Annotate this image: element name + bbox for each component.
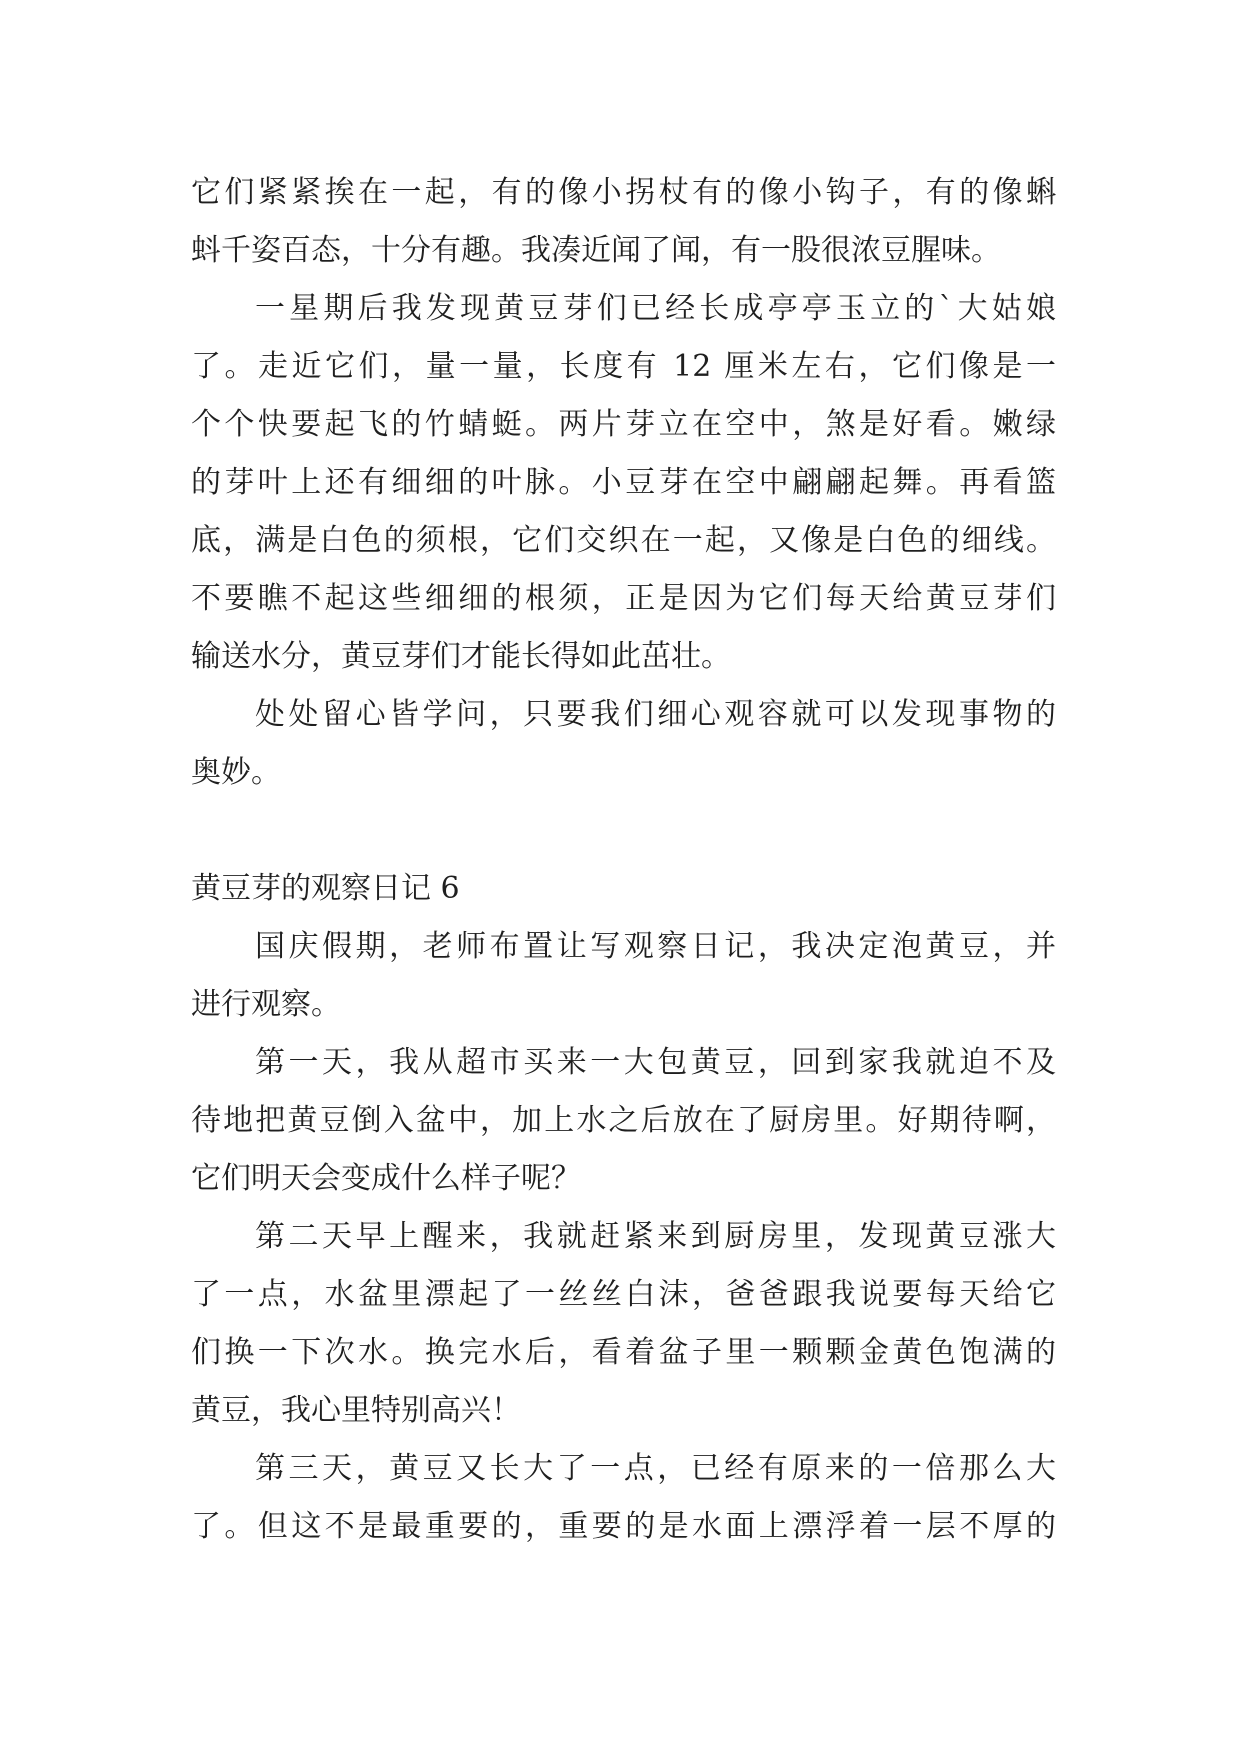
document-body bbox=[191, 164, 1056, 1556]
text-line: 它们明天会变成什么样子呢？ bbox=[191, 1161, 581, 1196]
text-line: 了。但这不是最重要的，重要的是水面上漂浮着一层不厚的 bbox=[191, 1509, 1056, 1544]
text-line: 奥妙。 bbox=[191, 755, 281, 790]
paragraph bbox=[191, 686, 1056, 802]
text-line: 底，满是白色的须根，它们交织在一起，又像是白色的细线。 bbox=[191, 523, 1056, 558]
paragraph bbox=[191, 1034, 1056, 1208]
text-line: 们换一下次水。换完水后，看着盆子里一颗颗金黄色饱满的 bbox=[191, 1335, 1056, 1370]
text-line: 处处留心皆学问，只要我们细心观容就可以发现事物的 bbox=[255, 697, 1056, 732]
text-line: 一星期后我发现黄豆芽们已经长成亭亭玉立的`大姑娘 bbox=[255, 291, 1056, 326]
text-line: 黄豆，我心里特别高兴！ bbox=[191, 1393, 521, 1428]
paragraph bbox=[191, 1440, 1056, 1556]
text-line: 国庆假期，老师布置让写观察日记，我决定泡黄豆，并 bbox=[255, 929, 1056, 964]
text-line: 第一天，我从超市买来一大包黄豆，回到家我就迫不及 bbox=[255, 1045, 1056, 1080]
section-heading: 黄豆芽的观察日记 6 bbox=[191, 871, 460, 906]
section-spacer bbox=[191, 802, 1056, 860]
text-line: 输送水分，黄豆芽们才能长得如此茁壮。 bbox=[191, 639, 731, 674]
paragraph bbox=[191, 164, 1056, 280]
paragraph bbox=[191, 1208, 1056, 1440]
text-line: 个个快要起飞的竹蜻蜓。两片芽立在空中，煞是好看。嫩绿 bbox=[191, 407, 1056, 442]
text-line: 待地把黄豆倒入盆中，加上水之后放在了厨房里。好期待啊， bbox=[191, 1103, 1056, 1138]
text-line: 第二天早上醒来，我就赶紧来到厨房里，发现黄豆涨大 bbox=[255, 1219, 1056, 1254]
text-line: 第三天，黄豆又长大了一点，已经有原来的一倍那么大 bbox=[255, 1451, 1056, 1486]
text-line: 了一点，水盆里漂起了一丝丝白沫，爸爸跟我说要每天给它 bbox=[191, 1277, 1056, 1312]
text-line: 它们紧紧挨在一起，有的像小拐杖有的像小钩子，有的像蝌 bbox=[191, 175, 1056, 210]
text-line: 不要瞧不起这些细细的根须，正是因为它们每天给黄豆芽们 bbox=[191, 581, 1056, 616]
text-line: 了。走近它们，量一量，长度有 12 厘米左右，它们像是一 bbox=[191, 349, 1056, 384]
text-line: 进行观察。 bbox=[191, 987, 341, 1022]
paragraph bbox=[191, 280, 1056, 686]
text-line: 的芽叶上还有细细的叶脉。小豆芽在空中翩翩起舞。再看篮 bbox=[191, 465, 1056, 500]
text-line: 蚪千姿百态，十分有趣。我凑近闻了闻，有一股很浓豆腥味。 bbox=[191, 233, 1001, 268]
paragraph bbox=[191, 918, 1056, 1034]
